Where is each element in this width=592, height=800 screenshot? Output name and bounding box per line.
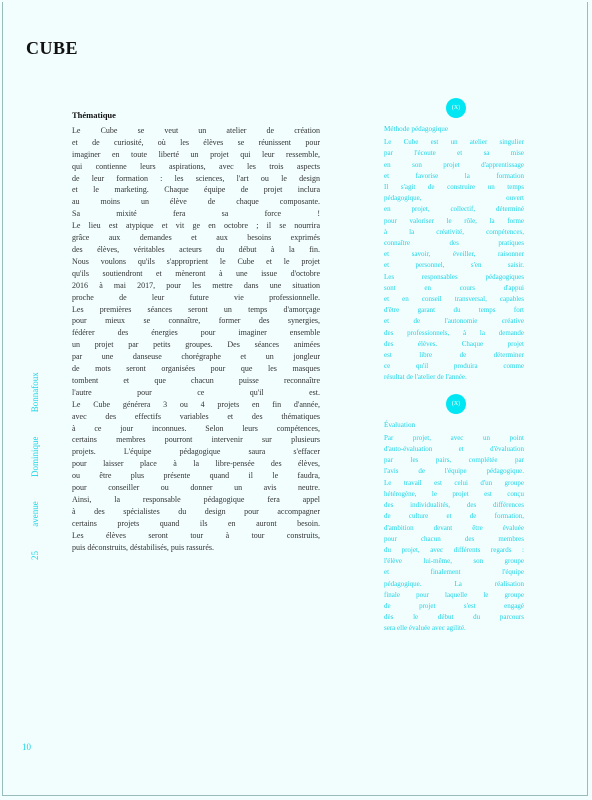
text-line: 2016 à mai 2017, pour les mettre dans une situation	[72, 280, 320, 290]
section-badge-evaluation: (X)	[446, 394, 466, 414]
text-line: Sa mixité fera sa force !	[72, 209, 320, 219]
methode-text	[384, 137, 524, 383]
text-line: en son projet d'apprentissage	[384, 160, 524, 169]
side-column	[384, 98, 524, 635]
text-line: et en conseil transversal, capables	[384, 295, 524, 304]
text-line: et le marketing. Chaque équipe de projet inclura	[72, 185, 320, 195]
text-line: et de curiosité, où les élèves se réunissent pour	[72, 137, 320, 147]
text-line: et de l'autonomie créative	[384, 317, 524, 326]
text-line: Nous voulons qu'ils s'approprient le Cube et le projet	[72, 256, 320, 266]
text-line: des élèves. Chaque projet	[384, 339, 524, 348]
page-number: 10	[22, 742, 31, 752]
text-line: par l'écoute et sa mise	[384, 149, 524, 158]
text-line: d'être garant du temps fort	[384, 306, 524, 315]
text-line: d'ambition devant être évaluée	[384, 523, 524, 532]
text-line: d'auto-évaluation et d'évaluation	[384, 445, 524, 454]
text-line: et savoir, éveiller, raisonner	[384, 250, 524, 259]
text-line: pour laisser place à la libre-pensée des élèves,	[72, 459, 320, 469]
text-line: du projet, avec différents regards :	[384, 545, 524, 554]
text-line: des professionnels, à la demande	[384, 328, 524, 337]
text-line: qu'ils soutiendront et mèneront à une issue d'octobre	[72, 268, 320, 278]
text-line: imaginer en toute liberté un projet qui leur ressemble,	[72, 149, 320, 159]
text-line: connaître des pratiques	[384, 239, 524, 248]
text-line: par les pairs, complétée par	[384, 456, 524, 465]
text-line: l'autre pour ce qu'il est.	[72, 387, 320, 397]
text-line: des élèves, véritables acteurs du début à la fin.	[72, 244, 320, 254]
text-line: de projet s'est engagé	[384, 601, 524, 610]
text-line: puis déconstruits, déstabilisés, puis rassurés.	[72, 542, 214, 552]
text-line: à ce jour inconnues. Selon leurs compétences,	[72, 423, 320, 433]
text-line: fédérer des énergies pour imaginer ensemble	[72, 328, 320, 338]
text-line: est libre de déterminer	[384, 351, 524, 360]
text-line: qui contienne leurs aspirations, avec les trois aspects	[72, 161, 320, 171]
text-line: et finalement l'équipe	[384, 568, 524, 577]
text-line: Le lieu est atypique et vit ge en octobre ; il se nourrira	[72, 221, 320, 231]
text-line: sera elle évaluée avec agilité.	[384, 624, 466, 633]
text-line: pour valoriser le rôle, la forme	[384, 216, 524, 225]
text-line: par une danseuse chorégraphe et un jongleur	[72, 352, 320, 362]
text-line: l'avis de l'équipe pédagogique.	[384, 467, 524, 476]
text-line: Par projet, avec un point	[384, 433, 524, 442]
text-line: certains projets quand ils en auront besoin.	[72, 518, 320, 528]
section-badge-methode: (X)	[446, 98, 466, 118]
text-line: Le Cube générera 3 ou 4 projets en fin d'année,	[72, 399, 320, 409]
text-line: de culture et de formation,	[384, 512, 524, 521]
text-line: Il s'agit de construire un temps	[384, 183, 524, 192]
main-column	[72, 110, 320, 554]
page-title: CUBE	[26, 38, 79, 58]
text-line: avec des effectifs variables et des thématiques	[72, 411, 320, 421]
sidebar-address: 25 avenue Dominique Bonnafoux	[30, 372, 40, 560]
text-line: finale pour laquelle le groupe	[384, 590, 524, 599]
text-line: dès le début du parcours	[384, 613, 524, 622]
text-line: Les élèves seront tour à tour construits,	[72, 530, 320, 540]
text-line: pédagogique, ouvert	[384, 194, 524, 203]
text-line: pour mieux se connaître, former des synergies,	[72, 316, 320, 326]
text-line: sont en cours d'appui	[384, 283, 524, 292]
text-line: un projet par petits groupes. Des séances animées	[72, 340, 320, 350]
text-line: pour chacun des membres	[384, 534, 524, 543]
text-line: tombent et que chacun puisse reconnaître	[72, 375, 320, 385]
text-line: ce qu'il produira comme	[384, 362, 524, 371]
text-line: Les responsables pédagogiques	[384, 272, 524, 281]
text-line: ou être plus présente quand il le faudra,	[72, 471, 320, 481]
text-line: et personnel, s'en saisir.	[384, 261, 524, 270]
section-heading-methode: Méthode pédagogique	[384, 125, 449, 133]
text-line: Le Cube est un atelier singulier	[384, 138, 524, 147]
text-line: Le travail est celui d'un groupe	[384, 478, 524, 487]
text-line: des individualités, des différences	[384, 501, 524, 510]
text-line: proche de leur future vie professionnelle.	[72, 292, 320, 302]
text-line: certains membres pourront intervenir sur plusieurs	[72, 435, 320, 445]
text-line: Les premières séances seront un temps d'amorçage	[72, 304, 320, 314]
text-line: à la créativité, compétences,	[384, 227, 524, 236]
section-heading-evaluation: Évaluation	[384, 420, 416, 429]
text-line: Le Cube se veut un atelier de création	[72, 125, 320, 135]
text-line: pour conseiller ou donner un avis neutre.	[72, 483, 320, 493]
text-line: résultat de l'atelier de l'année.	[384, 373, 467, 382]
text-line: l'élève lui-même, son groupe	[384, 557, 524, 566]
text-line: de leur formation : les sciences, l'art ou le design	[72, 173, 320, 183]
text-line: de mots seront organisées pour que les masques	[72, 364, 320, 374]
main-text	[72, 125, 320, 554]
text-line: en projet, collectif, déterminé	[384, 205, 524, 214]
text-line: projets. L'équipe pédagogique saura s'effacer	[72, 447, 320, 457]
section-heading-thematique: Thématique	[72, 110, 116, 120]
text-line: Ainsi, la responsable pédagogique fera appel	[72, 495, 320, 504]
text-line: et favorise la formation	[384, 171, 524, 180]
text-line: à des spécialistes du design pour accompagner	[72, 506, 320, 516]
evaluation-text	[384, 433, 524, 635]
text-line: au moins un élève de chaque composante.	[72, 197, 320, 207]
text-line: grâce aux demandes et aux besoins exprimés	[72, 233, 320, 243]
text-line: pédagogique. La réalisation	[384, 579, 524, 588]
text-line: hétérogène, le projet est conçu	[384, 489, 524, 498]
